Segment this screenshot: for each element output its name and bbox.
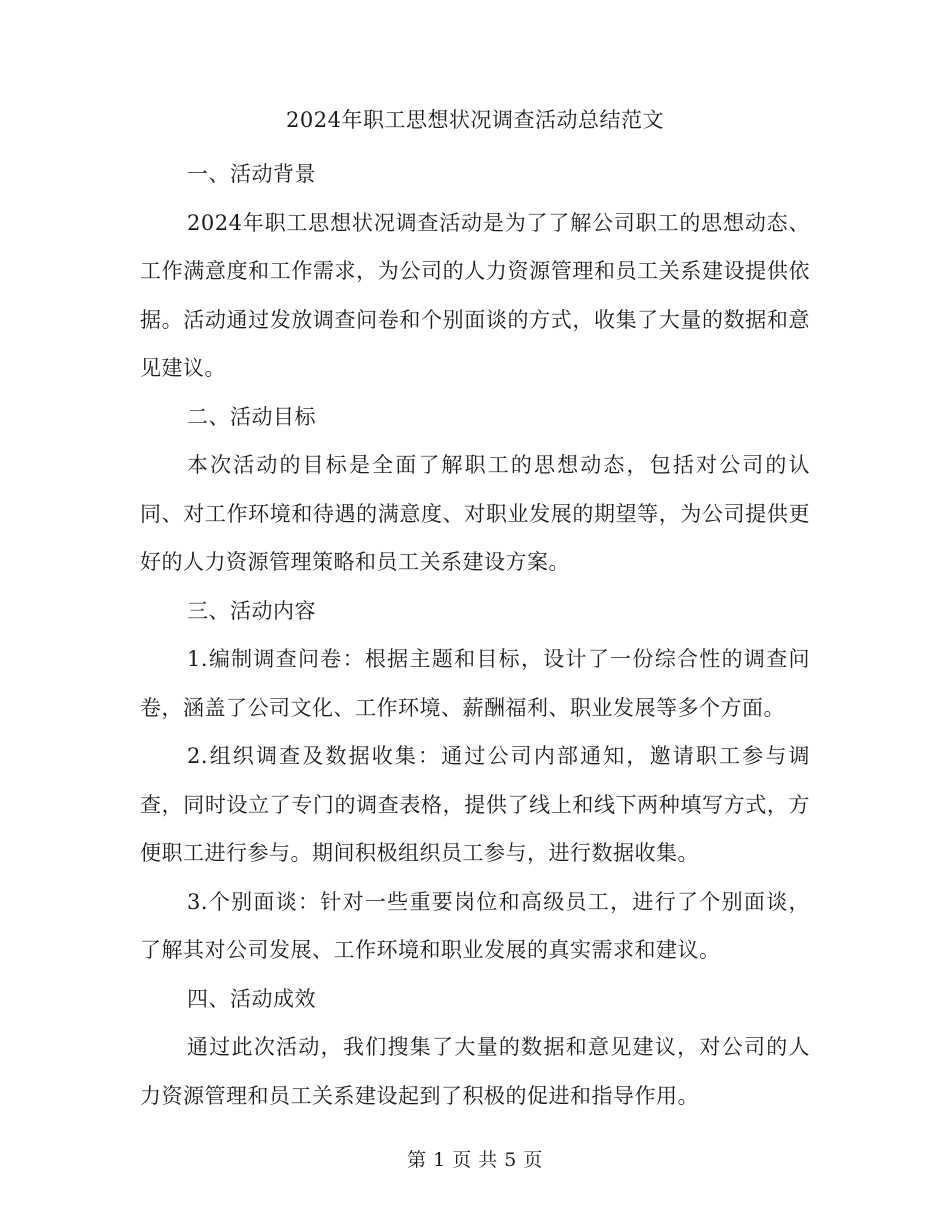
body-paragraph: 本次活动的目标是全面了解职工的思想动态，包括对公司的认同、对工作环境和待遇的满意度、对职业发展的期望等，为公司提供更好的人力资源管理策略和员工关系建设方案。 bbox=[140, 453, 810, 574]
section-heading: 二、活动目标 bbox=[187, 404, 316, 429]
document-body bbox=[140, 150, 810, 1120]
body-paragraph: 通过此次活动，我们搜集了大量的数据和意见建议，对公司的人力资源管理和员工关系建设起到了积极的促进和指导作用。 bbox=[140, 1035, 810, 1108]
section-heading: 三、活动内容 bbox=[187, 598, 316, 623]
body-paragraph: 2.组织调查及数据收集：通过公司内部通知，邀请职工参与调查，同时设立了专门的调查表格，提供了线上和线下两种填写方式，方便职工进行参与。期间积极组织员工参与，进行数据收集。 bbox=[140, 744, 810, 865]
body-paragraph: 1.编制调查问卷：根据主题和目标，设计了一份综合性的调查问卷，涵盖了公司文化、工作环境、薪酬福利、职业发展等多个方面。 bbox=[140, 647, 810, 720]
body-paragraph: 3.个别面谈：针对一些重要岗位和高级员工，进行了个别面谈，了解其对公司发展、工作环境和职业发展的真实需求和建议。 bbox=[140, 889, 810, 962]
page-footer: 第 1 页 共 5 页 bbox=[407, 1149, 543, 1171]
body-paragraph: 2024年职工思想状况调查活动是为了了解公司职工的思想动态、工作满意度和工作需求，为公司的人力资源管理和员工关系建设提供依据。活动通过发放调查问卷和个别面谈的方式，收集了大量的数据和意见建议。 bbox=[140, 210, 810, 380]
document-title: 2024年职工思想状况调查活动总结范文 bbox=[286, 108, 664, 132]
section-heading: 一、活动背景 bbox=[187, 162, 316, 186]
section-heading: 四、活动成效 bbox=[187, 986, 316, 1011]
